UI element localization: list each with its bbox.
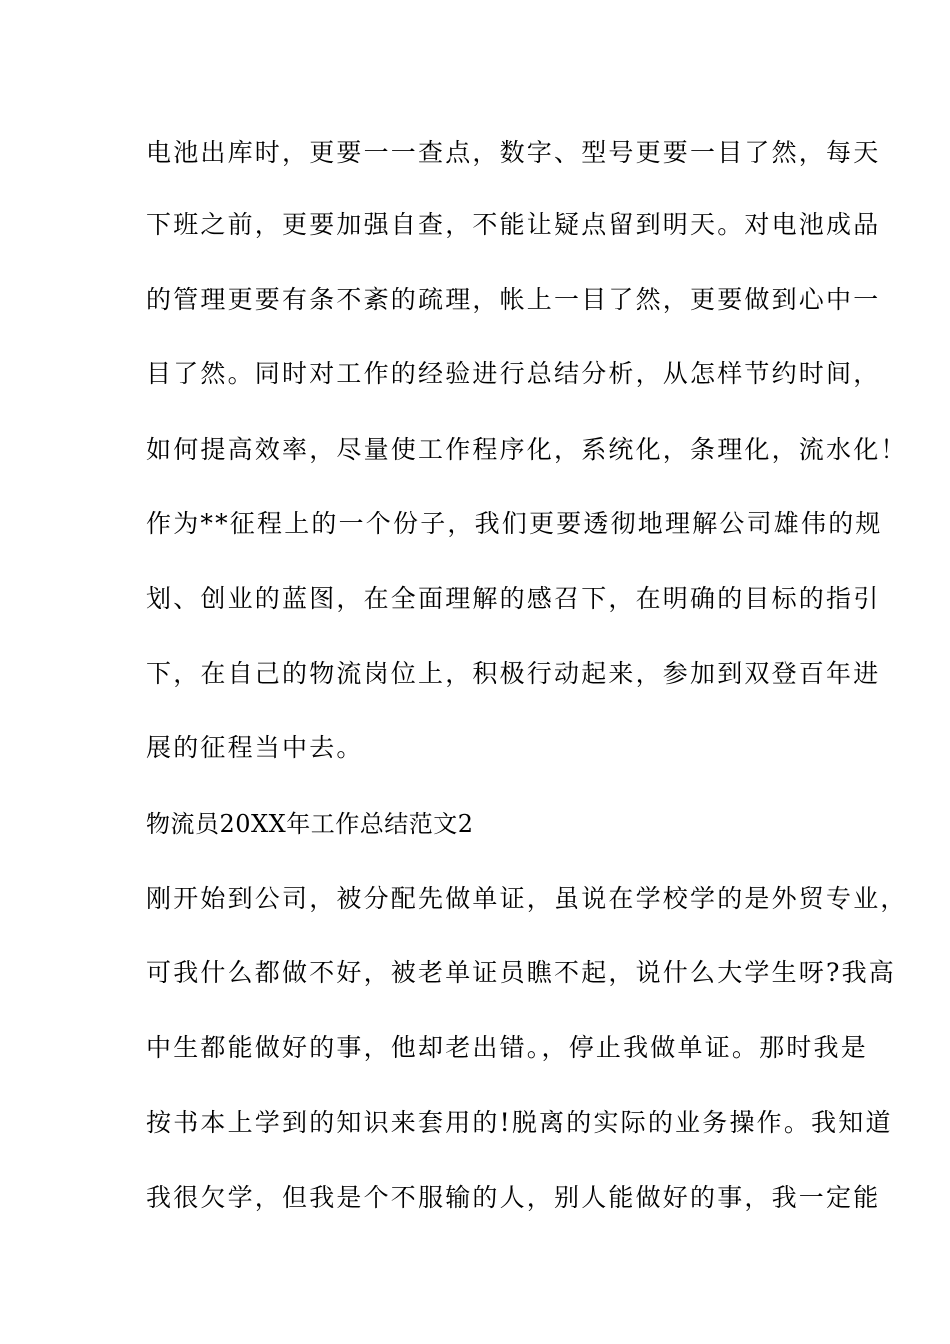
paragraph-line: 作为**征程上的一个份子，我们更要透彻地理解公司雄伟的规 xyxy=(146,509,883,538)
paragraph-line: 按书本上学到的知识来套用的!脱离的实际的业务操作。我知道 xyxy=(146,1108,893,1137)
paragraph-line: 下班之前，更要加强自查，不能让疑点留到明天。对电池成品 xyxy=(146,210,881,239)
paragraph-line: 目了然。同时对工作的经验进行总结分析，从怎样节约时间， xyxy=(146,359,881,388)
paragraph-line: 电池出库时，更要一一查点，数字、型号更要一目了然，每天 xyxy=(146,138,881,167)
section-heading: 物流员20XX年工作总结范文2 xyxy=(146,810,474,838)
paragraph-line: 我很欠学，但我是个不服输的人，别人能做好的事，我一定能 xyxy=(146,1183,881,1212)
paragraph-line: 可我什么都做不好，被老单证员瞧不起，说什么大学生呀?我高 xyxy=(146,958,897,987)
paragraph-line: 刚开始到公司，被分配先做单证，虽说在学校学的是外贸专业， xyxy=(146,884,908,913)
paragraph-line: 展的征程当中去。 xyxy=(146,733,364,762)
paragraph-line: 如何提高效率，尽量使工作程序化，系统化，条理化，流水化！ xyxy=(146,435,908,464)
paragraph-line: 中生都能做好的事，他却老出错。，停止我做单证。那时我是 xyxy=(146,1033,868,1062)
paragraph-line: 划、创业的蓝图，在全面理解的感召下，在明确的目标的指引 xyxy=(146,584,881,613)
paragraph-line: 的管理更要有条不紊的疏理，帐上一目了然，更要做到心中一 xyxy=(146,285,881,314)
paragraph-line: 下，在自己的物流岗位上，积极行动起来，参加到双登百年进 xyxy=(146,659,881,688)
